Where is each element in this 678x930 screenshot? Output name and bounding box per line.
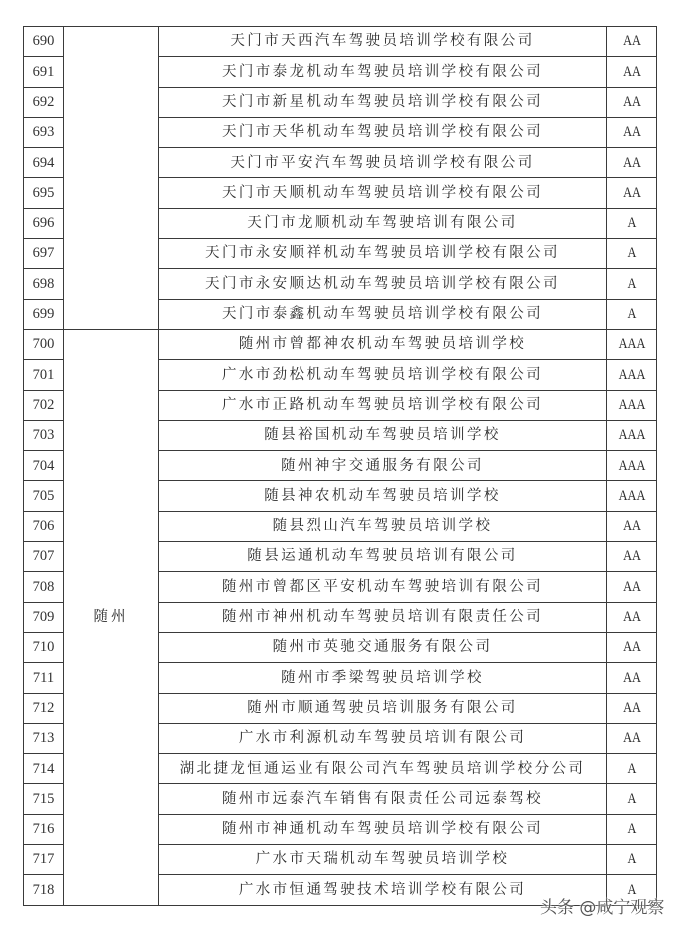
grade-badge: AA [610,27,653,57]
school-name: 随州神宇交通服务有限公司 [159,451,607,481]
row-number: 700 [24,329,64,359]
row-number: 715 [24,784,64,814]
grade-badge: AAA [610,451,653,481]
row-number: 695 [24,178,64,208]
grade-badge: A [610,208,653,238]
region-cell [64,27,159,330]
row-number: 713 [24,723,64,753]
grade-badge: A [610,875,653,905]
row-number: 712 [24,693,64,723]
school-name: 天门市新星机动车驾驶员培训学校有限公司 [159,87,607,117]
grade-badge: AAA [610,390,653,420]
school-name: 天门市平安汽车驾驶员培训学校有限公司 [159,148,607,178]
grade-badge: AA [610,511,653,541]
row-number: 716 [24,814,64,844]
school-name: 广水市正路机动车驾驶员培训学校有限公司 [159,390,607,420]
school-name: 天门市天华机动车驾驶员培训学校有限公司 [159,117,607,147]
table-row [24,27,657,57]
row-number: 697 [24,239,64,269]
row-number: 694 [24,148,64,178]
row-number: 696 [24,208,64,238]
grade-badge: AAA [610,481,653,511]
school-name: 随州市季梁驾驶员培训学校 [159,663,607,693]
region-cell: 随州 [64,329,159,905]
grade-badge: AA [610,632,653,662]
school-name: 广水市恒通驾驶技术培训学校有限公司 [159,875,607,905]
grade-badge: AA [610,723,653,753]
grade-badge: AA [610,572,653,602]
row-number: 702 [24,390,64,420]
grade-badge: AAA [610,329,653,359]
school-name: 天门市龙顺机动车驾驶培训有限公司 [159,208,607,238]
row-number: 706 [24,511,64,541]
grade-badge: AA [610,178,653,208]
row-number: 698 [24,269,64,299]
table-body [24,27,657,906]
row-number: 701 [24,360,64,390]
grade-badge: AA [610,148,653,178]
school-name: 随县烈山汽车驾驶员培训学校 [159,511,607,541]
school-name: 广水市劲松机动车驾驶员培训学校有限公司 [159,360,607,390]
grade-badge: A [610,239,653,269]
school-name: 天门市天顺机动车驾驶员培训学校有限公司 [159,178,607,208]
row-number: 709 [24,602,64,632]
row-number: 692 [24,87,64,117]
grade-badge: AA [610,57,653,87]
row-number: 714 [24,754,64,784]
grade-badge: AA [610,117,653,147]
row-number: 705 [24,481,64,511]
grade-badge: AA [610,87,653,117]
school-name: 随县裕国机动车驾驶员培训学校 [159,420,607,450]
row-number: 693 [24,117,64,147]
grade-badge: AA [610,542,653,572]
school-name: 随州市远泰汽车销售有限责任公司远泰驾校 [159,784,607,814]
school-name: 天门市永安顺祥机动车驾驶员培训学校有限公司 [159,239,607,269]
school-name: 天门市泰龙机动车驾驶员培训学校有限公司 [159,57,607,87]
school-name: 天门市天西汽车驾驶员培训学校有限公司 [159,27,607,57]
table-row [24,329,657,359]
row-number: 718 [24,875,64,905]
grade-badge: A [610,754,653,784]
school-name: 随州市顺通驾驶员培训服务有限公司 [159,693,607,723]
grade-badge: A [610,845,653,875]
grade-badge: AA [610,602,653,632]
school-name: 随州市曾都神农机动车驾驶员培训学校 [159,329,607,359]
school-name: 天门市泰鑫机动车驾驶员培训学校有限公司 [159,299,607,329]
grade-badge: A [610,814,653,844]
row-number: 710 [24,632,64,662]
school-name: 随州市英驰交通服务有限公司 [159,632,607,662]
school-name: 随州市神通机动车驾驶员培训学校有限公司 [159,814,607,844]
row-number: 703 [24,420,64,450]
school-name: 天门市永安顺达机动车驾驶员培训学校有限公司 [159,269,607,299]
grade-badge: AA [610,663,653,693]
row-number: 704 [24,451,64,481]
school-name: 随县运通机动车驾驶员培训有限公司 [159,542,607,572]
row-number: 708 [24,572,64,602]
school-name: 随州市曾都区平安机动车驾驶培训有限公司 [159,572,607,602]
row-number: 717 [24,845,64,875]
school-name: 广水市天瑞机动车驾驶员培训学校 [159,845,607,875]
grade-badge: A [610,784,653,814]
school-name: 湖北捷龙恒通运业有限公司汽车驾驶员培训学校分公司 [159,754,607,784]
school-name: 广水市利源机动车驾驶员培训有限公司 [159,723,607,753]
driving-school-rating-table [23,26,657,906]
grade-badge: AAA [610,360,653,390]
row-number: 699 [24,299,64,329]
row-number: 711 [24,663,64,693]
watermark: 头条 @咸宁观察 [540,898,665,918]
grade-badge: AA [610,693,653,723]
row-number: 690 [24,27,64,57]
grade-badge: AAA [610,420,653,450]
row-number: 707 [24,542,64,572]
grade-badge: A [610,299,653,329]
grade-badge: A [610,269,653,299]
school-name: 随州市神州机动车驾驶员培训有限责任公司 [159,602,607,632]
row-number: 691 [24,57,64,87]
school-name: 随县神农机动车驾驶员培训学校 [159,481,607,511]
